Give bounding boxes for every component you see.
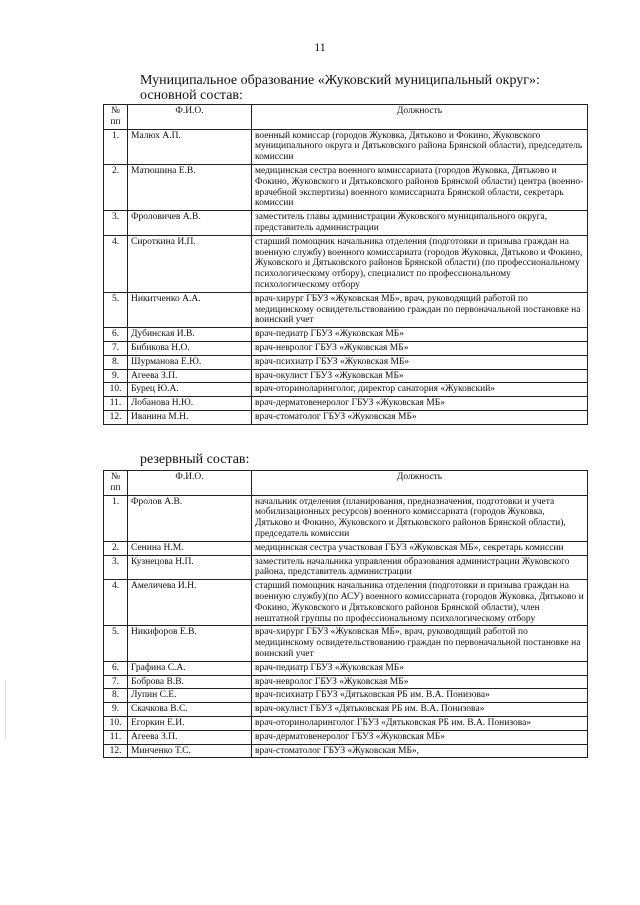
- row-name: Дубинская И.В.: [128, 328, 252, 342]
- heading-municipality: Муниципальное образование «Жуковский муниципальный округ»:: [140, 73, 540, 88]
- row-number: 9.: [104, 369, 128, 383]
- row-position: заместитель начальника управления образования администрации Жуковского района, представитель администрации: [252, 555, 588, 580]
- header-num-pp: пп: [110, 116, 121, 127]
- table-row: [104, 235, 588, 292]
- row-name: Лобанова Н.Ю.: [128, 397, 252, 411]
- row-position: заместитель главы администрации Жуковского муниципального округа, представитель администрации: [252, 211, 588, 236]
- row-number: 4.: [104, 235, 128, 292]
- row-name: Егоркин Е.И.: [128, 716, 252, 730]
- row-position: врач-невролог ГБУЗ «Жуковская МБ»: [252, 341, 588, 355]
- row-position: врач-дерматовенеролог ГБУЗ «Жуковская МБ»: [252, 730, 588, 744]
- table-row: [104, 355, 588, 369]
- table-row: [104, 730, 588, 744]
- table-row: [104, 555, 588, 580]
- table-row: [104, 580, 588, 626]
- row-name: Амеличева И.Н.: [128, 580, 252, 626]
- row-position: врач-психиатр ГБУЗ «Дятьковская РБ им. В.А. Понизова»: [252, 689, 588, 703]
- row-name: Фролов А.В.: [128, 495, 252, 541]
- reserve-heading: резервный состав:: [140, 452, 250, 467]
- row-number: 11.: [104, 730, 128, 744]
- row-number: 6.: [104, 328, 128, 342]
- table-row: [104, 744, 588, 758]
- row-number: 3.: [104, 211, 128, 236]
- table-row: [104, 703, 588, 717]
- row-number: 2.: [104, 541, 128, 555]
- row-number: 1.: [104, 495, 128, 541]
- table-row: [104, 211, 588, 236]
- table-row: [104, 383, 588, 397]
- row-position: начальник отделения (планирования, предназначения, подготовки и учета мобилизационных ресурсов) военного комиссариата (городов Жуковка, Дятьково и Фокино, Жуковского и Дятьковского районов Брянской области), председатель комиссии: [252, 495, 588, 541]
- table-header-row: [104, 105, 588, 130]
- table-row: [104, 675, 588, 689]
- header-num: [104, 105, 128, 130]
- table-row: [104, 626, 588, 661]
- row-position: врач-окулист ГБУЗ «Жуковская МБ»: [252, 369, 588, 383]
- header-num-sign: №: [110, 106, 121, 116]
- row-name: Фроловичев А.В.: [128, 211, 252, 236]
- row-position: врач-дерматовенеролог ГБУЗ «Жуковская МБ»: [252, 397, 588, 411]
- row-position: врач-оториноларинголог ГБУЗ «Дятьковская РБ им. В.А. Понизова»: [252, 716, 588, 730]
- table-header-row: [104, 471, 588, 496]
- header-name: Ф.И.О.: [128, 471, 252, 496]
- row-name: Сироткина И.П.: [128, 235, 252, 292]
- header-position: Должность: [252, 471, 588, 496]
- header-name: Ф.И.О.: [128, 105, 252, 130]
- row-number: 8.: [104, 355, 128, 369]
- row-name: Лупин С.Е.: [128, 689, 252, 703]
- row-position: старший помощник начальника отделения (подготовки и призыва граждан на военную службу) военного комиссариата (городов Жуковка, Дятьково и Фокино, Жуковского и Дятьковского районов Брянской области) (по профессиональному психологическому отбору), специалист по профессиональному психологическому отбору: [252, 235, 588, 292]
- row-name: Малюх А.П.: [128, 129, 252, 164]
- row-name: Скачкова В.С.: [128, 703, 252, 717]
- table-row: [104, 328, 588, 342]
- row-number: 5.: [104, 292, 128, 327]
- row-position: медицинская сестра военного комиссариата (городов Жуковка, Дятьково и Фокино, Жуковского и Дятьковского районов Брянской области) центра (военно-врачебной экспертизы) военного комиссариата Брянской области, секретарь комиссии: [252, 164, 588, 210]
- header-num-pp: пп: [110, 482, 121, 493]
- row-position: врач-педиатр ГБУЗ «Жуковская МБ»: [252, 661, 588, 675]
- heading-main-composition: основной состав:: [140, 88, 243, 103]
- row-name: Бибикова Н.О.: [128, 341, 252, 355]
- row-number: 10.: [104, 716, 128, 730]
- row-number: 11.: [104, 397, 128, 411]
- row-position: врач-невролог ГБУЗ «Жуковская МБ»: [252, 675, 588, 689]
- row-position: военный комиссар (городов Жуковка, Дятьково и Фокино, Жуковского муниципального округа и Дятьковского района Брянской области), председатель комиссии: [252, 129, 588, 164]
- row-name: Бурец Ю.А.: [128, 383, 252, 397]
- row-number: 7.: [104, 341, 128, 355]
- row-number: 5.: [104, 626, 128, 661]
- row-name: Сенина Н.М.: [128, 541, 252, 555]
- table-row: [104, 410, 588, 424]
- header-position: Должность: [252, 105, 588, 130]
- table-row: [104, 341, 588, 355]
- table-row: [104, 495, 588, 541]
- reserve-composition-table: [103, 470, 588, 758]
- row-name: Иванина М.Н.: [128, 410, 252, 424]
- table-row: [104, 292, 588, 327]
- section-heading: [140, 73, 610, 103]
- row-position: врач-стоматолог ГБУЗ «Жуковская МБ»,: [252, 744, 588, 758]
- row-position: врач-стоматолог ГБУЗ «Жуковская МБ»: [252, 410, 588, 424]
- row-position: медицинская сестра участковая ГБУЗ «Жуковская МБ», секретарь комиссии: [252, 541, 588, 555]
- row-position: врач-оториноларинголог, директор санатория «Жуковский»: [252, 383, 588, 397]
- table-row: [104, 369, 588, 383]
- row-position: врач-педиатр ГБУЗ «Жуковская МБ»: [252, 328, 588, 342]
- row-number: 4.: [104, 580, 128, 626]
- row-number: 8.: [104, 689, 128, 703]
- table-row: [104, 541, 588, 555]
- row-position: врач-окулист ГБУЗ «Дятьковская РБ им. В.А. Понизова»: [252, 703, 588, 717]
- row-position: врач-хирург ГБУЗ «Жуковская МБ», врач, руководящий работой по медицинскому освидетельствованию граждан по первоначальной постановке на воинский учет: [252, 292, 588, 327]
- row-position: врач-хирург ГБУЗ «Жуковская МБ», врач, руководящий работой по медицинскому освидетельствованию граждан по первоначальной постановке на воинский учет: [252, 626, 588, 661]
- table-row: [104, 397, 588, 411]
- row-number: 12.: [104, 410, 128, 424]
- row-number: 6.: [104, 661, 128, 675]
- row-name: Боброва В.В.: [128, 675, 252, 689]
- table-row: [104, 164, 588, 210]
- row-number: 12.: [104, 744, 128, 758]
- row-name: Никифоров Е.В.: [128, 626, 252, 661]
- row-position: старший помощник начальника отделения (подготовки и призыва граждан на военную службу)(по АСУ) военного комиссариата (городов Жуковка, Дятьково и Фокино, Жуковского и Дятьковского районов Брянской области), член нештатной группы по профессиональному психологическому отбору: [252, 580, 588, 626]
- main-composition-table: [103, 104, 588, 425]
- scan-margin-line: [5, 680, 6, 740]
- table-row: [104, 689, 588, 703]
- row-name: Агеева З.П.: [128, 369, 252, 383]
- table-row: [104, 661, 588, 675]
- row-number: 2.: [104, 164, 128, 210]
- row-name: Кузнецова Н.П.: [128, 555, 252, 580]
- row-name: Шурманова Е.Ю.: [128, 355, 252, 369]
- row-number: 9.: [104, 703, 128, 717]
- row-name: Агеева З.П.: [128, 730, 252, 744]
- table-row: [104, 716, 588, 730]
- header-num: [104, 471, 128, 496]
- table-row: [104, 129, 588, 164]
- row-name: Графина С.А.: [128, 661, 252, 675]
- row-name: Матюшина Е.В.: [128, 164, 252, 210]
- row-name: Минченко Т.С.: [128, 744, 252, 758]
- row-position: врач-психиатр ГБУЗ «Жуковская МБ»: [252, 355, 588, 369]
- page-number: 11: [314, 40, 326, 54]
- row-number: 7.: [104, 675, 128, 689]
- row-number: 10.: [104, 383, 128, 397]
- header-num-sign: №: [110, 472, 121, 482]
- row-number: 3.: [104, 555, 128, 580]
- row-name: Никитченко А.А.: [128, 292, 252, 327]
- row-number: 1.: [104, 129, 128, 164]
